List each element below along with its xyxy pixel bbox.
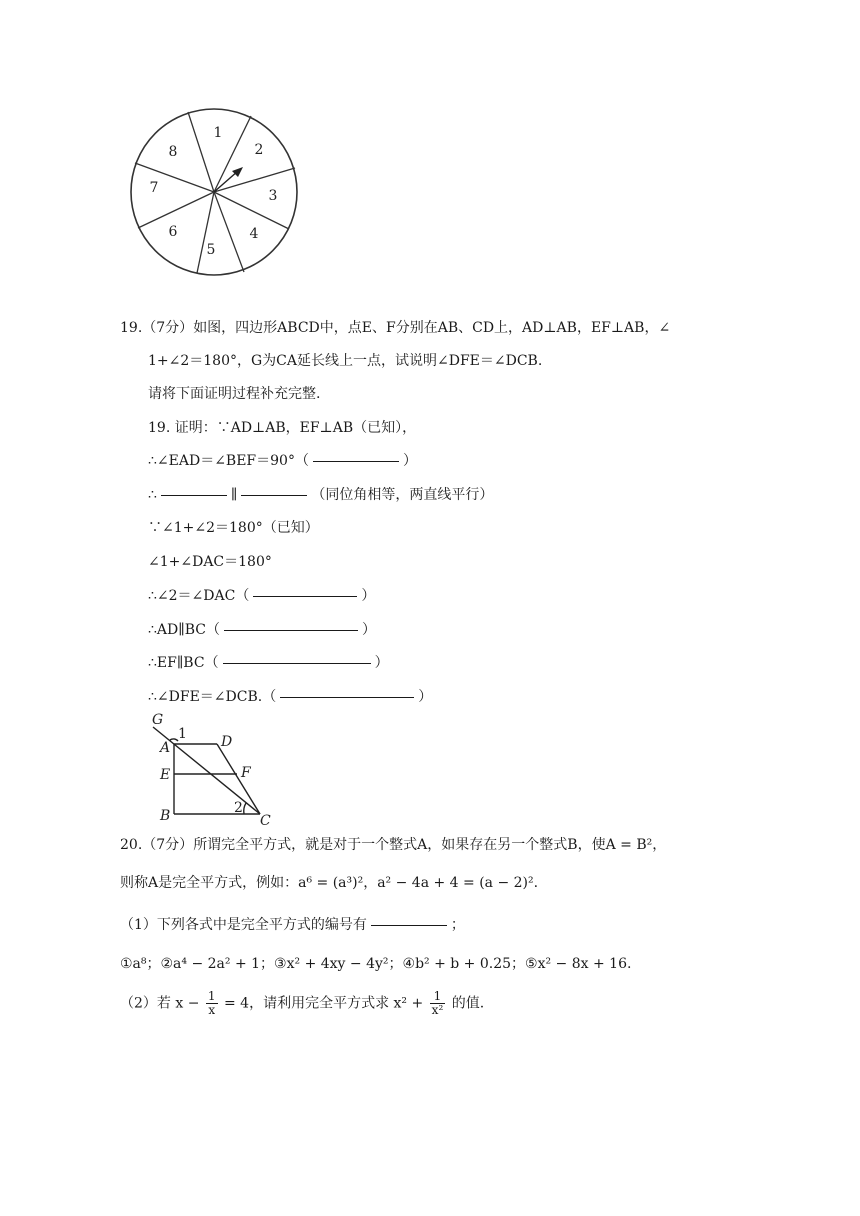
blank-reason-2[interactable] [253, 595, 357, 597]
blank-part1[interactable] [371, 924, 447, 926]
proof-line-7-text: ∴AD∥BC（ [148, 622, 220, 638]
proof-line-1: 19. 证明：∵AD⊥AB，EF⊥AB（已知）， [148, 420, 417, 436]
blank-parallel-right[interactable] [241, 494, 307, 496]
label-G: G [152, 712, 164, 728]
label-2: 2 [234, 800, 243, 816]
proof-line-8-text: ∴EF∥BC（ [148, 655, 219, 671]
sector-label-2: 2 [254, 142, 264, 158]
q20-points: （7分） [142, 837, 194, 853]
proof-line-6-text: ∴∠2＝∠DAC（ [148, 588, 250, 604]
frac1-den: x [208, 1003, 216, 1017]
q20-part1 [120, 914, 465, 934]
q19-stem-line1: 如图，四边形ABCD中，点E、F分别在AB、CD上，AD⊥AB，EF⊥AB，∠ [193, 320, 671, 336]
sector-label-5: 5 [206, 242, 216, 258]
blank-reason-3[interactable] [224, 629, 358, 631]
label-1: 1 [178, 726, 187, 742]
proof-line-4: ∵∠1+∠2＝180°（已知） [148, 520, 319, 536]
q19-points: （7分） [142, 320, 194, 336]
close-paren: ） [418, 689, 433, 705]
label-F: F [241, 765, 251, 781]
q20-line2: 则称A是完全平方式，例如：a⁶ = (a³)²，a² − 4a + 4 = (a − 2)². [120, 875, 539, 891]
label-A: A [160, 740, 171, 756]
frac1-num: 1 [207, 989, 216, 1003]
close-paren: ） [374, 655, 389, 671]
q20-part2-pre: （2）若 x − [120, 995, 200, 1012]
frac2-den: x² [431, 1003, 444, 1017]
sector-label-3: 3 [268, 188, 278, 204]
sector-label-6: 6 [168, 224, 178, 240]
sector-label-7: 7 [149, 180, 159, 196]
spinner-figure [126, 108, 302, 278]
proof-line-3 [148, 484, 493, 504]
blank-reason-5[interactable] [280, 696, 414, 698]
q20-part1-end: ； [450, 917, 465, 933]
proof-line-6 [148, 585, 375, 605]
proof-line-9 [148, 686, 432, 706]
sector-label-8: 8 [168, 144, 178, 160]
close-paren: ） [361, 588, 376, 604]
close-paren: ） [361, 622, 376, 638]
q19-number: 19. [120, 320, 143, 336]
label-E: E [160, 767, 171, 783]
sector-label-1: 1 [213, 125, 223, 141]
fraction-1-over-x [206, 990, 218, 1017]
q19-line1 [120, 317, 670, 337]
q19-instruction: 请将下面证明过程补充完整. [148, 386, 321, 402]
q20-line1-text: 所谓完全平方式，就是对于一个整式A，如果存在另一个整式B，使A = B²， [193, 837, 667, 853]
proof-line-5: ∠1+∠DAC＝180° [148, 554, 272, 570]
geometry-figure [140, 710, 280, 826]
q20-line1 [120, 834, 666, 854]
sector-label-4: 4 [249, 226, 259, 242]
label-B: B [160, 808, 171, 824]
reason-parallel: （同位角相等，两直线平行） [311, 487, 494, 503]
close-paren: ） [402, 453, 417, 469]
q20-part1-text: （1）下列各式中是完全平方式的编号有 [120, 917, 367, 933]
q20-part2-end: 的值. [451, 995, 485, 1012]
q19-stem-line2: 1+∠2＝180°，G为CA延长线上一点，试说明∠DFE＝∠DCB. [148, 353, 543, 369]
proof-line-2 [148, 450, 417, 470]
proof-line-3-text: ∴ [148, 487, 157, 503]
proof-line-7 [148, 619, 376, 639]
blank-parallel-left[interactable] [161, 494, 227, 496]
q20-number: 20. [120, 837, 143, 853]
proof-line-2-text: ∴∠EAD＝∠BEF＝90°（ [148, 453, 309, 469]
frac2-num: 1 [430, 990, 446, 1004]
q20-part2 [120, 990, 484, 1017]
label-C: C [260, 813, 271, 826]
blank-reason-1[interactable] [313, 460, 399, 462]
proof-line-8 [148, 652, 389, 672]
parallel-symbol: ∥ [230, 487, 238, 503]
fraction-1-over-x-squared [430, 990, 446, 1017]
q20-part2-mid: = 4，请利用完全平方式求 x² + [223, 995, 424, 1012]
q20-options: ①a⁸；②a⁴ − 2a² + 1；③x² + 4xy − 4y²；④b² + b + 0.25；⑤x² − 8x + 16. [120, 956, 632, 972]
blank-reason-4[interactable] [223, 662, 371, 664]
proof-line-9-text: ∴∠DFE＝∠DCB.（ [148, 689, 277, 705]
label-D: D [221, 734, 233, 750]
